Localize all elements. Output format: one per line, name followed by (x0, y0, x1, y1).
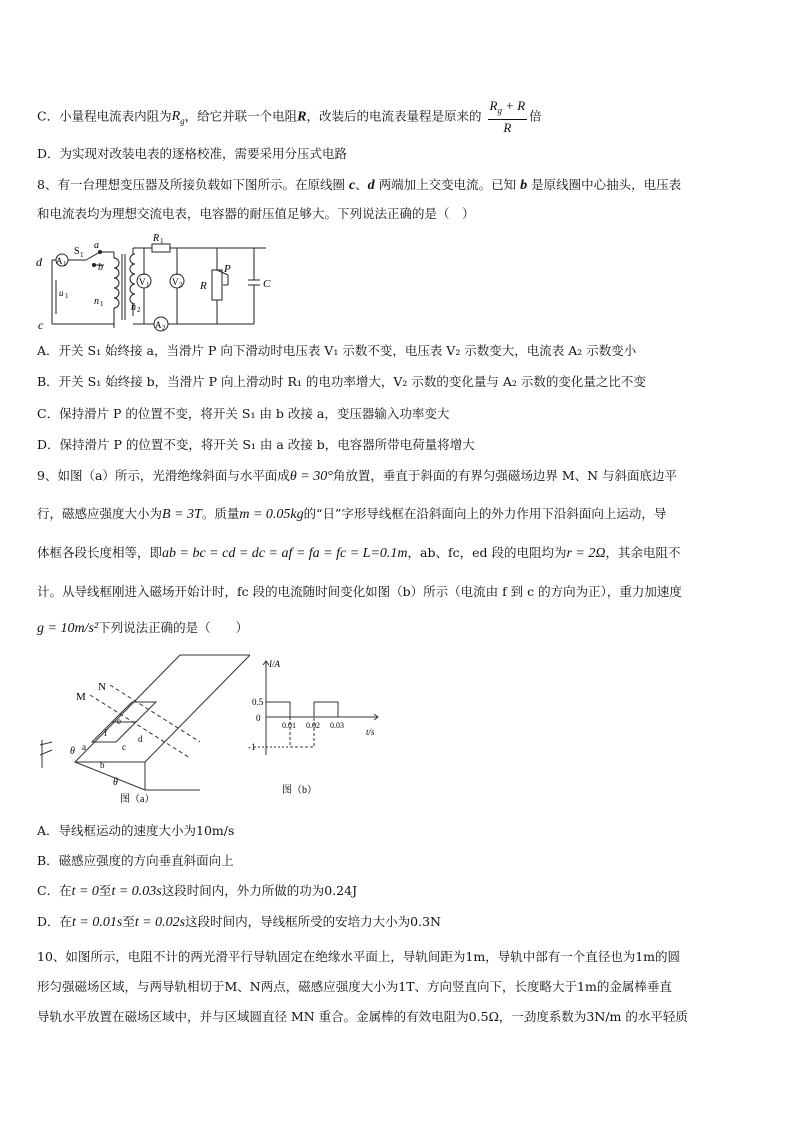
q9-line1: 9、如图（a）所示，光滑绝缘斜面与水平面成θ = 30°角放置，垂直于斜面的有界匀强磁场边界 M、N 与斜面底边平 (37, 468, 678, 484)
svg-text:0.01: 0.01 (282, 721, 296, 730)
q10-line1: 10、如图所示，电阻不计的两光滑平行导轨固定在绝缘水平面上，导轨间距为1m，导轨中部有一个直径也为1m的圆 (37, 949, 681, 964)
q8-option-c: C．保持滑片 P 的位置不变，将开关 S₁ 由 b 改接 a，变压器输入功率变大 (37, 406, 450, 421)
q9-option-c: C．在t = 0至t = 0.03s这段时间内，外力所做的功为0.24J (37, 883, 358, 899)
q8-line2: 和电流表均为理想交流电表，电容器的耐压值足够大。下列说法正确的是（ ） (37, 206, 475, 221)
fraction: $\frac{R_g + R}{R}$ (489, 98, 526, 135)
svg-text:e: e (117, 716, 121, 726)
svg-text:M: M (76, 691, 86, 703)
svg-text:f: f (104, 728, 107, 738)
svg-text:c: c (122, 742, 126, 752)
q10-line2: 形匀强磁场区域，与两导轨相切于M、N两点，磁感应强度大小为1T、方向竖直向下，长度略大于1m的金属棒垂直 (37, 979, 672, 994)
svg-text:θ: θ (70, 746, 75, 757)
svg-text:R: R (153, 233, 160, 244)
svg-text:0.03: 0.03 (330, 721, 344, 730)
svg-text:A: A (56, 256, 63, 266)
rg-symbol: $R_g$ (171, 109, 185, 127)
option-7d: D．为实现对改装电表的逐格校准，需要采用分压式电路 (37, 146, 348, 161)
svg-text:2: 2 (137, 306, 141, 314)
svg-text:1: 1 (100, 300, 104, 308)
transformer-circuit-diagram (34, 230, 284, 332)
svg-text:V: V (139, 277, 146, 287)
svg-text:S: S (74, 246, 80, 257)
svg-text:c: c (38, 318, 44, 332)
svg-text:0: 0 (256, 713, 261, 723)
svg-text:1: 1 (160, 237, 164, 245)
svg-text:0.5: 0.5 (252, 697, 264, 707)
svg-text:t/s: t/s (366, 727, 375, 737)
svg-text:u: u (59, 288, 64, 298)
svg-text:图（b）: 图（b） (282, 785, 317, 796)
q9-option-a: A．导线框运动的速度大小为10m/s (37, 823, 235, 838)
svg-text:a: a (82, 742, 86, 752)
q9-line3: 体框各段长度相等，即ab = bc = cd = dc = af = fa = fc = L=0.1m，ab、fc，ed 段的电阻均为r = 2Ω，其余电阻不 (37, 545, 681, 561)
q10-line3: 导轨水平放置在磁场区域中，并与区域圆直径 MN 重合。金属棒的有效电阻为0.5Ω，一劲度系数为3N/m 的水平轻质 (37, 1009, 688, 1024)
svg-text:2: 2 (179, 281, 183, 289)
svg-text:1: 1 (146, 281, 150, 289)
svg-text:A: A (155, 320, 162, 330)
option-7c: C．小量程电流表内阻为$R_g$，给它并联一个电阻R，改装后的电流表量程是原来的 $\frac{R_g + R}{R}$ 倍 (37, 98, 542, 135)
svg-text:1: 1 (65, 292, 69, 300)
incline-figure-a (40, 650, 250, 805)
q9-line4: 计。从导线框刚进入磁场开始计时，fc 段的电流随时间变化如图（b）所示（电流由 f 到 c 的方向为正），重力加速度 (37, 584, 682, 599)
svg-text:θ: θ (113, 777, 118, 788)
svg-text:0.02: 0.02 (306, 721, 320, 730)
svg-text:C: C (263, 278, 271, 290)
svg-text:d: d (138, 734, 143, 744)
q9-line5: g = 10m/s²下列说法正确的是（ ） (37, 620, 249, 636)
svg-text:R: R (200, 280, 207, 292)
q9-line2: 行，磁感应强度大小为B = 3T。质量m = 0.05kg的“日”字形导线框在沿斜面向上的外力作用下沿斜面向上运动，导 (37, 506, 667, 522)
svg-text:2: 2 (162, 324, 166, 332)
q8-line1: 8、有一台理想变压器及所接负载如下图所示。在原线圈 c、d 两端加上交变电流。已知 b 是原线圈中心抽头，电压表 (37, 177, 682, 193)
svg-text:V: V (172, 277, 179, 287)
svg-text:b: b (98, 262, 103, 273)
svg-text:d: d (36, 255, 42, 269)
svg-text:1: 1 (63, 260, 67, 268)
svg-text:N: N (98, 681, 106, 693)
svg-text:b: b (100, 760, 105, 770)
svg-text:a: a (94, 240, 99, 251)
svg-text:图（a）: 图（a） (120, 794, 155, 805)
svg-text:n: n (94, 296, 99, 307)
q8-option-d: D．保持滑片 P 的位置不变，将开关 S₁ 由 a 改接 b，电容器所带电荷量将增大 (37, 437, 475, 452)
svg-text:n: n (131, 302, 136, 313)
q9-option-d: D．在t = 0.01s至t = 0.02s这段时间内，导线框所受的安培力大小为0.3N (37, 914, 441, 930)
q8-option-a: A．开关 S₁ 始终接 a，当滑片 P 向下滑动时电压表 V₁ 示数不变，电压表 V₂ 示数变大，电流表 A₂ 示数变小 (37, 343, 637, 358)
q9-option-b: B．磁感应强度的方向垂直斜面向上 (37, 853, 234, 868)
svg-text:I/A: I/A (269, 659, 280, 669)
q8-option-b: B．开关 S₁ 始终接 b，当滑片 P 向上滑动时 R₁ 的电功率增大，V₂ 示数的变化量与 A₂ 示数的变化量之比不变 (37, 374, 646, 389)
svg-text:P: P (224, 263, 231, 275)
svg-text:1: 1 (80, 251, 84, 259)
svg-text:-1: -1 (248, 742, 256, 752)
current-time-graph-b (248, 655, 388, 800)
